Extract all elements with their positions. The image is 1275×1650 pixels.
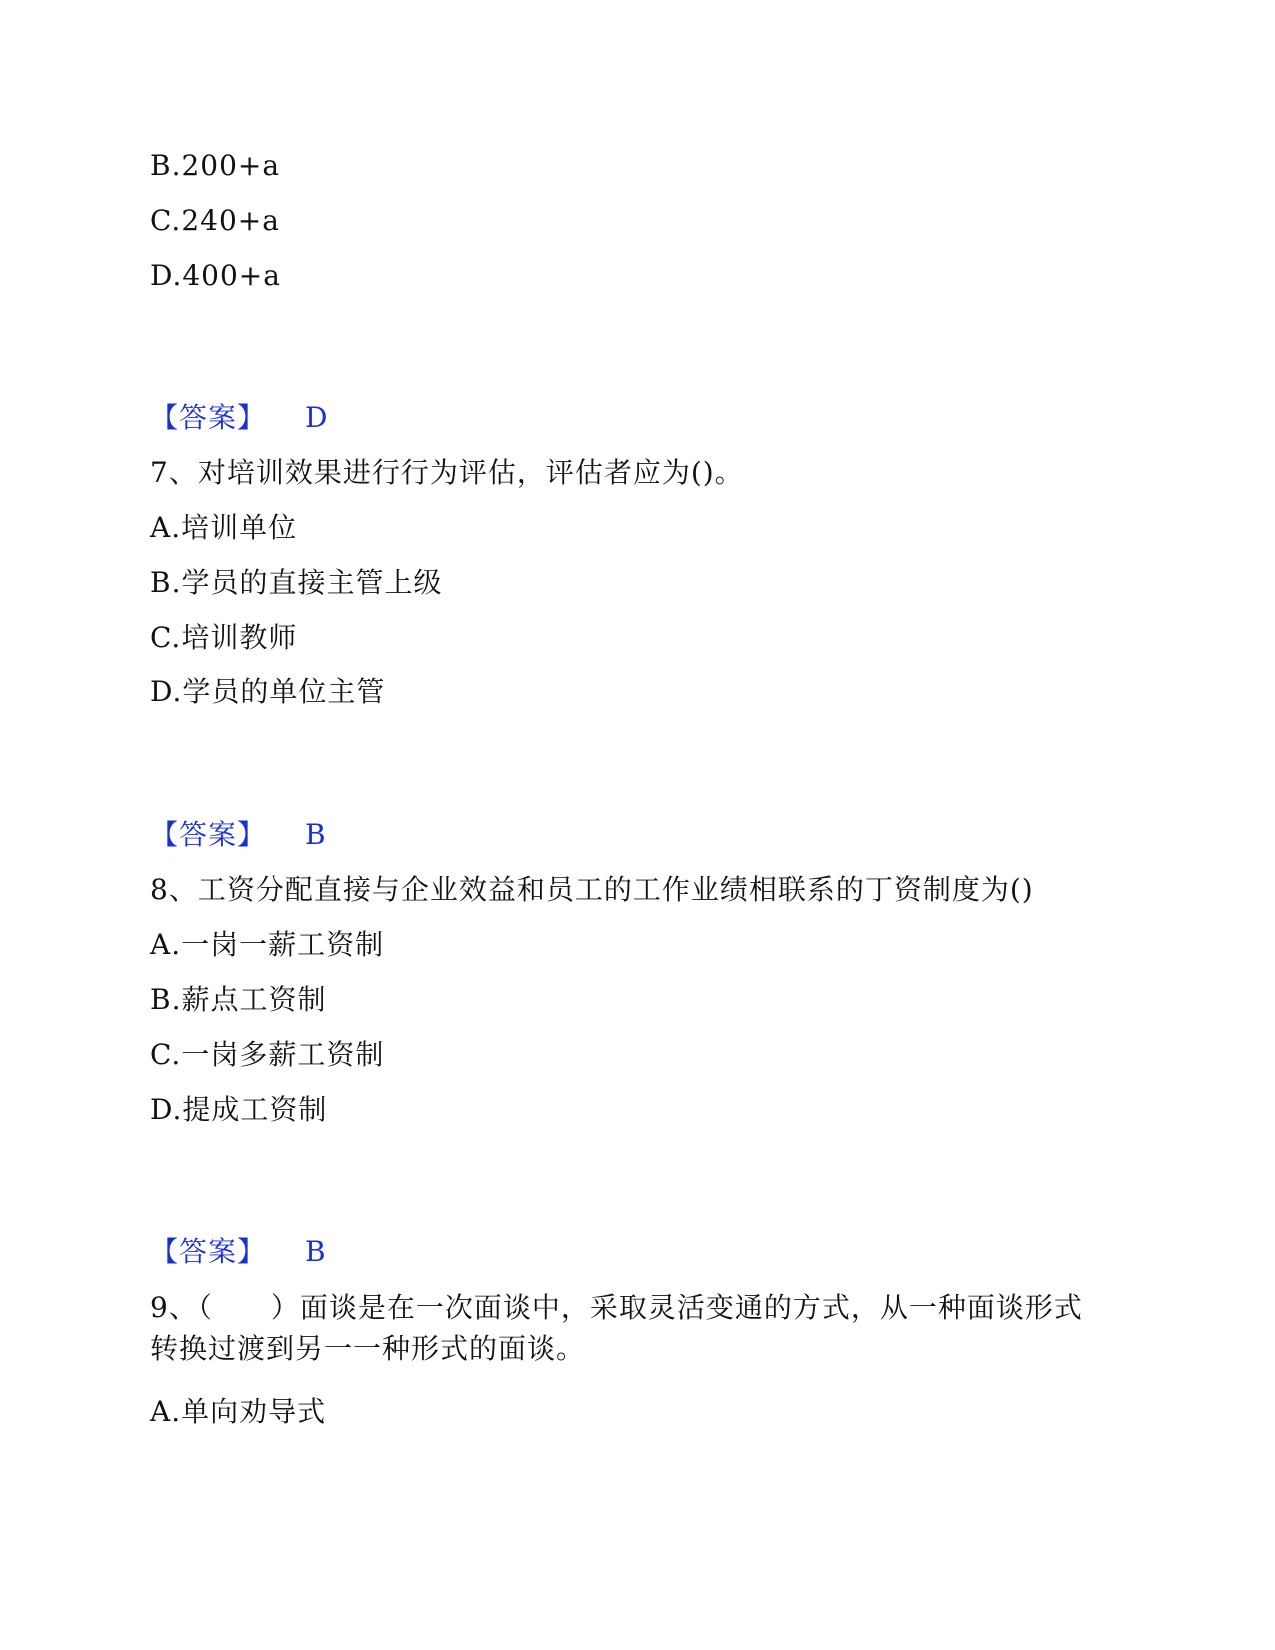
q7-option-c: C.培训教师: [150, 621, 298, 654]
q7-answer: [150, 815, 327, 855]
answer-value: D: [305, 401, 329, 434]
q9-question-line1: 9、（ ）面谈是在一次面谈中，采取灵活变通的方式，从一种面谈形式: [150, 1291, 1083, 1324]
q8-question: 8、工资分配直接与企业效益和员工的工作业绩相联系的丁资制度为(): [150, 873, 1034, 906]
q8-option-c: C.一岗多薪工资制: [150, 1038, 385, 1071]
q8-option-d: D.提成工资制: [150, 1093, 328, 1126]
answer-value: B: [305, 1235, 327, 1268]
q6-option-b: B.200+a: [150, 149, 281, 182]
q9-question-line2: 转换过渡到另一一种形式的面谈。: [150, 1332, 586, 1365]
answer-label: 【答案】: [150, 818, 267, 851]
q6-option-d: D.400+a: [150, 259, 281, 292]
q6-option-c: C.240+a: [150, 204, 280, 237]
q7-option-d: D.学员的单位主管: [150, 675, 386, 708]
q8-answer: [150, 1232, 327, 1272]
q9-option-a: A.单向劝导式: [150, 1395, 327, 1428]
answer-label: 【答案】: [150, 1235, 267, 1268]
q7-option-b: B.学员的直接主管上级: [150, 566, 443, 599]
q7-option-a: A.培训单位: [150, 511, 298, 544]
q8-option-b: B.薪点工资制: [150, 983, 327, 1016]
answer-label: 【答案】: [150, 401, 267, 434]
answer-value: B: [305, 818, 327, 851]
q7-question: 7、对培训效果进行行为评估，评估者应为()。: [150, 456, 744, 489]
q8-option-a: A.一岗一薪工资制: [150, 928, 385, 961]
q6-answer: [150, 398, 328, 438]
